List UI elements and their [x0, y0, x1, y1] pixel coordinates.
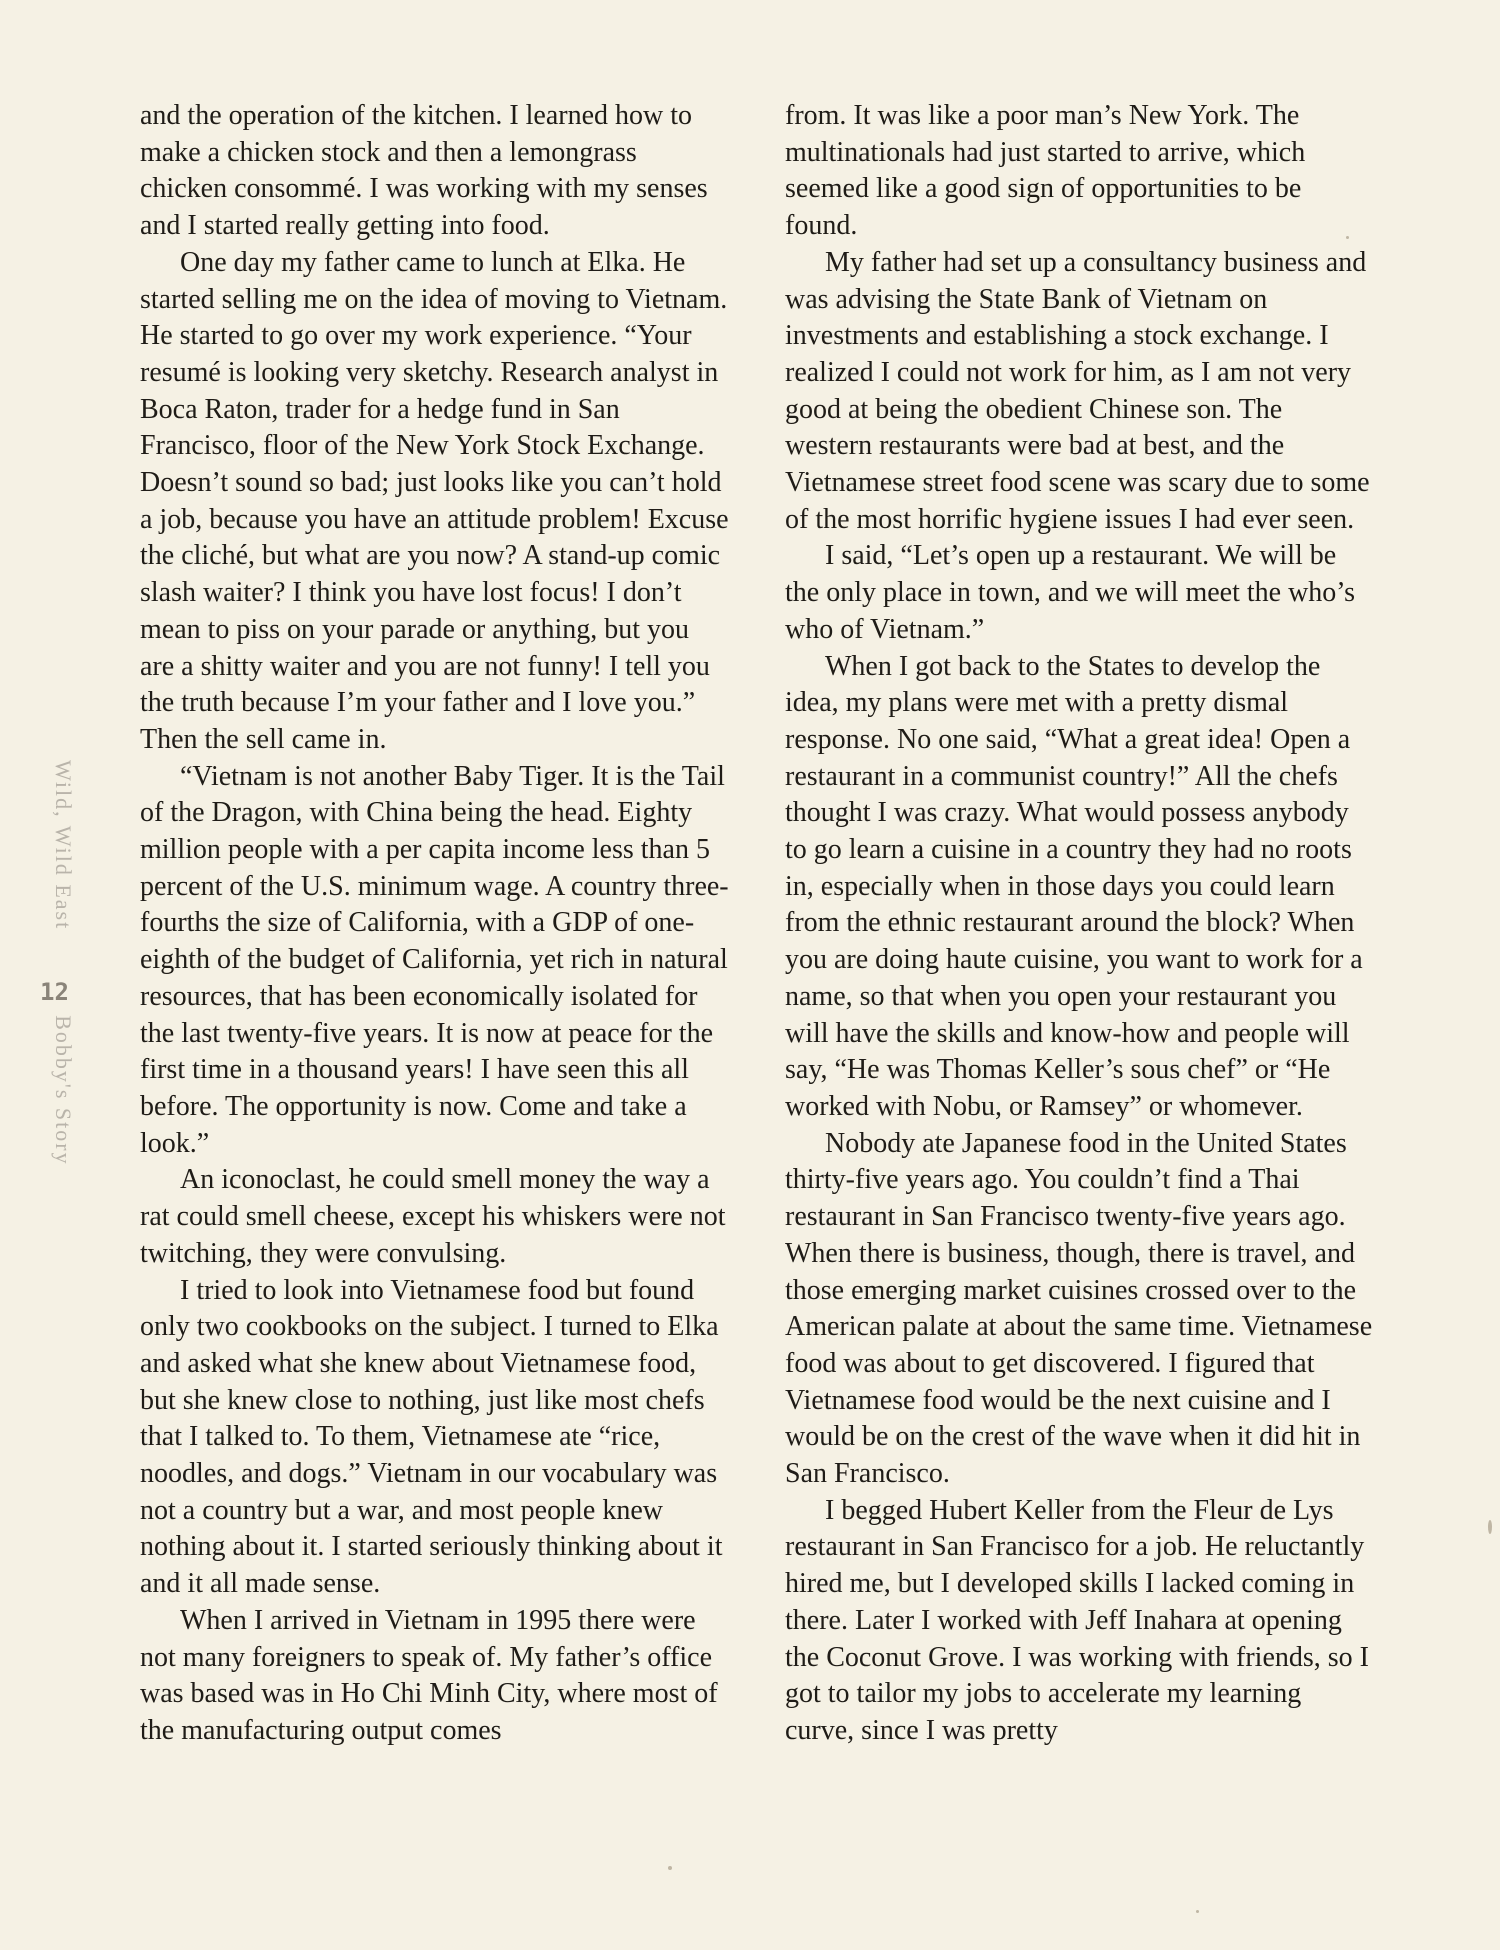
- right-column: [785, 98, 1375, 1750]
- paper-speck: [1488, 1520, 1492, 1534]
- paragraph: I begged Hubert Keller from the Fleur de Lys restaurant in San Francisco for a job. He reluctantly hired me, but I developed skills I lacked coming in there. Later I worked with Jeff Inahara at opening the Coconut Grove. I was working with friends, so I got to tailor my jobs to accelerate my learning curve, since I was pretty: [785, 1494, 1370, 1746]
- paper-speck: [1196, 1910, 1199, 1913]
- paragraph: from. It was like a poor man’s New York. The multinationals had just started to arrive, which seemed like a good sign of opportunities to be found.: [785, 100, 1306, 242]
- paragraph: My father had set up a consultancy business and was advising the State Bank of Vietnam on investments and establishing a stock exchange. I realized I could not work for him, as I am not very good at being the obedient Chinese son. The western restaurants were bad at best, and the Vietnamese street food scene was scary due to some of the most horrific hygiene issues I had ever seen.: [785, 246, 1370, 535]
- paragraph: When I got back to the States to develop the idea, my plans were met with a pretty dismal response. No one said, “What a great idea! Open a restaurant in a communist country!” All the chefs thought I was crazy. What would possess anybody to go learn a cuisine in a country they had no roots in, especially when in those days you could learn from the ethnic restaurant around the block? When you are doing haute cuisine, you want to work for a name, so that when you open your restaurant you will have the skills and know-how and people will say, “He was Thomas Keller’s sous chef” or “He worked with Nobu, or Ramsey” or whomever.: [785, 650, 1363, 1122]
- page-number: 12: [40, 978, 69, 1006]
- running-head-chapter: Wild, Wild East: [51, 760, 76, 931]
- running-head: [50, 760, 76, 1166]
- paragraph: I said, “Let’s open up a restaurant. We will be the only place in town, and we will meet the who’s who of Vietnam.”: [785, 540, 1355, 645]
- paragraph: I tried to look into Vietnamese food but found only two cookbooks on the subject. I turned to Elka and asked what she knew about Vietnamese food, but she knew close to nothing, just like most chefs that I talked to. To them, Vietnamese ate “rice, noodles, and dogs.” Vietnam in our vocabulary was not a country but a war, and most people knew nothing about it. I started seriously thinking about it and it all made sense.: [140, 1274, 723, 1600]
- left-column: [140, 98, 730, 1750]
- paragraph: When I arrived in Vietnam in 1995 there were not many foreigners to speak of. My father’s office was based was in Ho Chi Minh City, where most of the manufacturing output comes: [140, 1604, 718, 1746]
- paper-speck: [1346, 236, 1349, 239]
- running-head-section: Bobby's Story: [51, 1015, 76, 1166]
- paper-speck: [668, 1866, 672, 1870]
- paragraph: Nobody ate Japanese food in the United States thirty-five years ago. You couldn’t find a Thai restaurant in San Francisco twenty-five years ago. When there is business, though, there is travel, and those emerging market cuisines crossed over to the American palate at about the same time. Vietnamese food was about to get discovered. I figured that Vietnamese food would be the next cuisine and I would be on the crest of the wave when it did hit in San Francisco.: [785, 1127, 1373, 1490]
- paragraph: “Vietnam is not another Baby Tiger. It is the Tail of the Dragon, with China being the head. Eighty million people with a per capita income less than 5 percent of the U.S. minimum wage. A country three-fourths the size of California, with a GDP of one-eighth of the budget of California, yet rich in natural resources, that has been economically isolated for the last twenty-five years. It is now at peace for the first time in a thousand years! I have seen this all before. The opportunity is now. Come and take a look.”: [140, 760, 729, 1159]
- paragraph: An iconoclast, he could smell money the way a rat could smell cheese, except his whiskers were not twitching, they were convulsing.: [140, 1164, 726, 1269]
- paragraph: One day my father came to lunch at Elka. He started selling me on the idea of moving to Vietnam. He started to go over my work experience. “Your resumé is looking very sketchy. Research analyst in Boca Raton, trader for a hedge fund in San Francisco, floor of the New York Stock Exchange. Doesn’t sound so bad; just looks like you can’t hold a job, because you have an attitude problem! Excuse the cliché, but what are you now? A stand-up comic slash waiter? I think you have lost focus! I don’t mean to piss on your parade or anything, but you are a shitty waiter and you are not funny! I tell you the truth because I’m your father and I love you.” Then the sell came in.: [140, 246, 729, 755]
- paragraph: and the operation of the kitchen. I learned how to make a chicken stock and then a lemongrass chicken consommé. I was working with my senses and I started really getting into food.: [140, 100, 708, 242]
